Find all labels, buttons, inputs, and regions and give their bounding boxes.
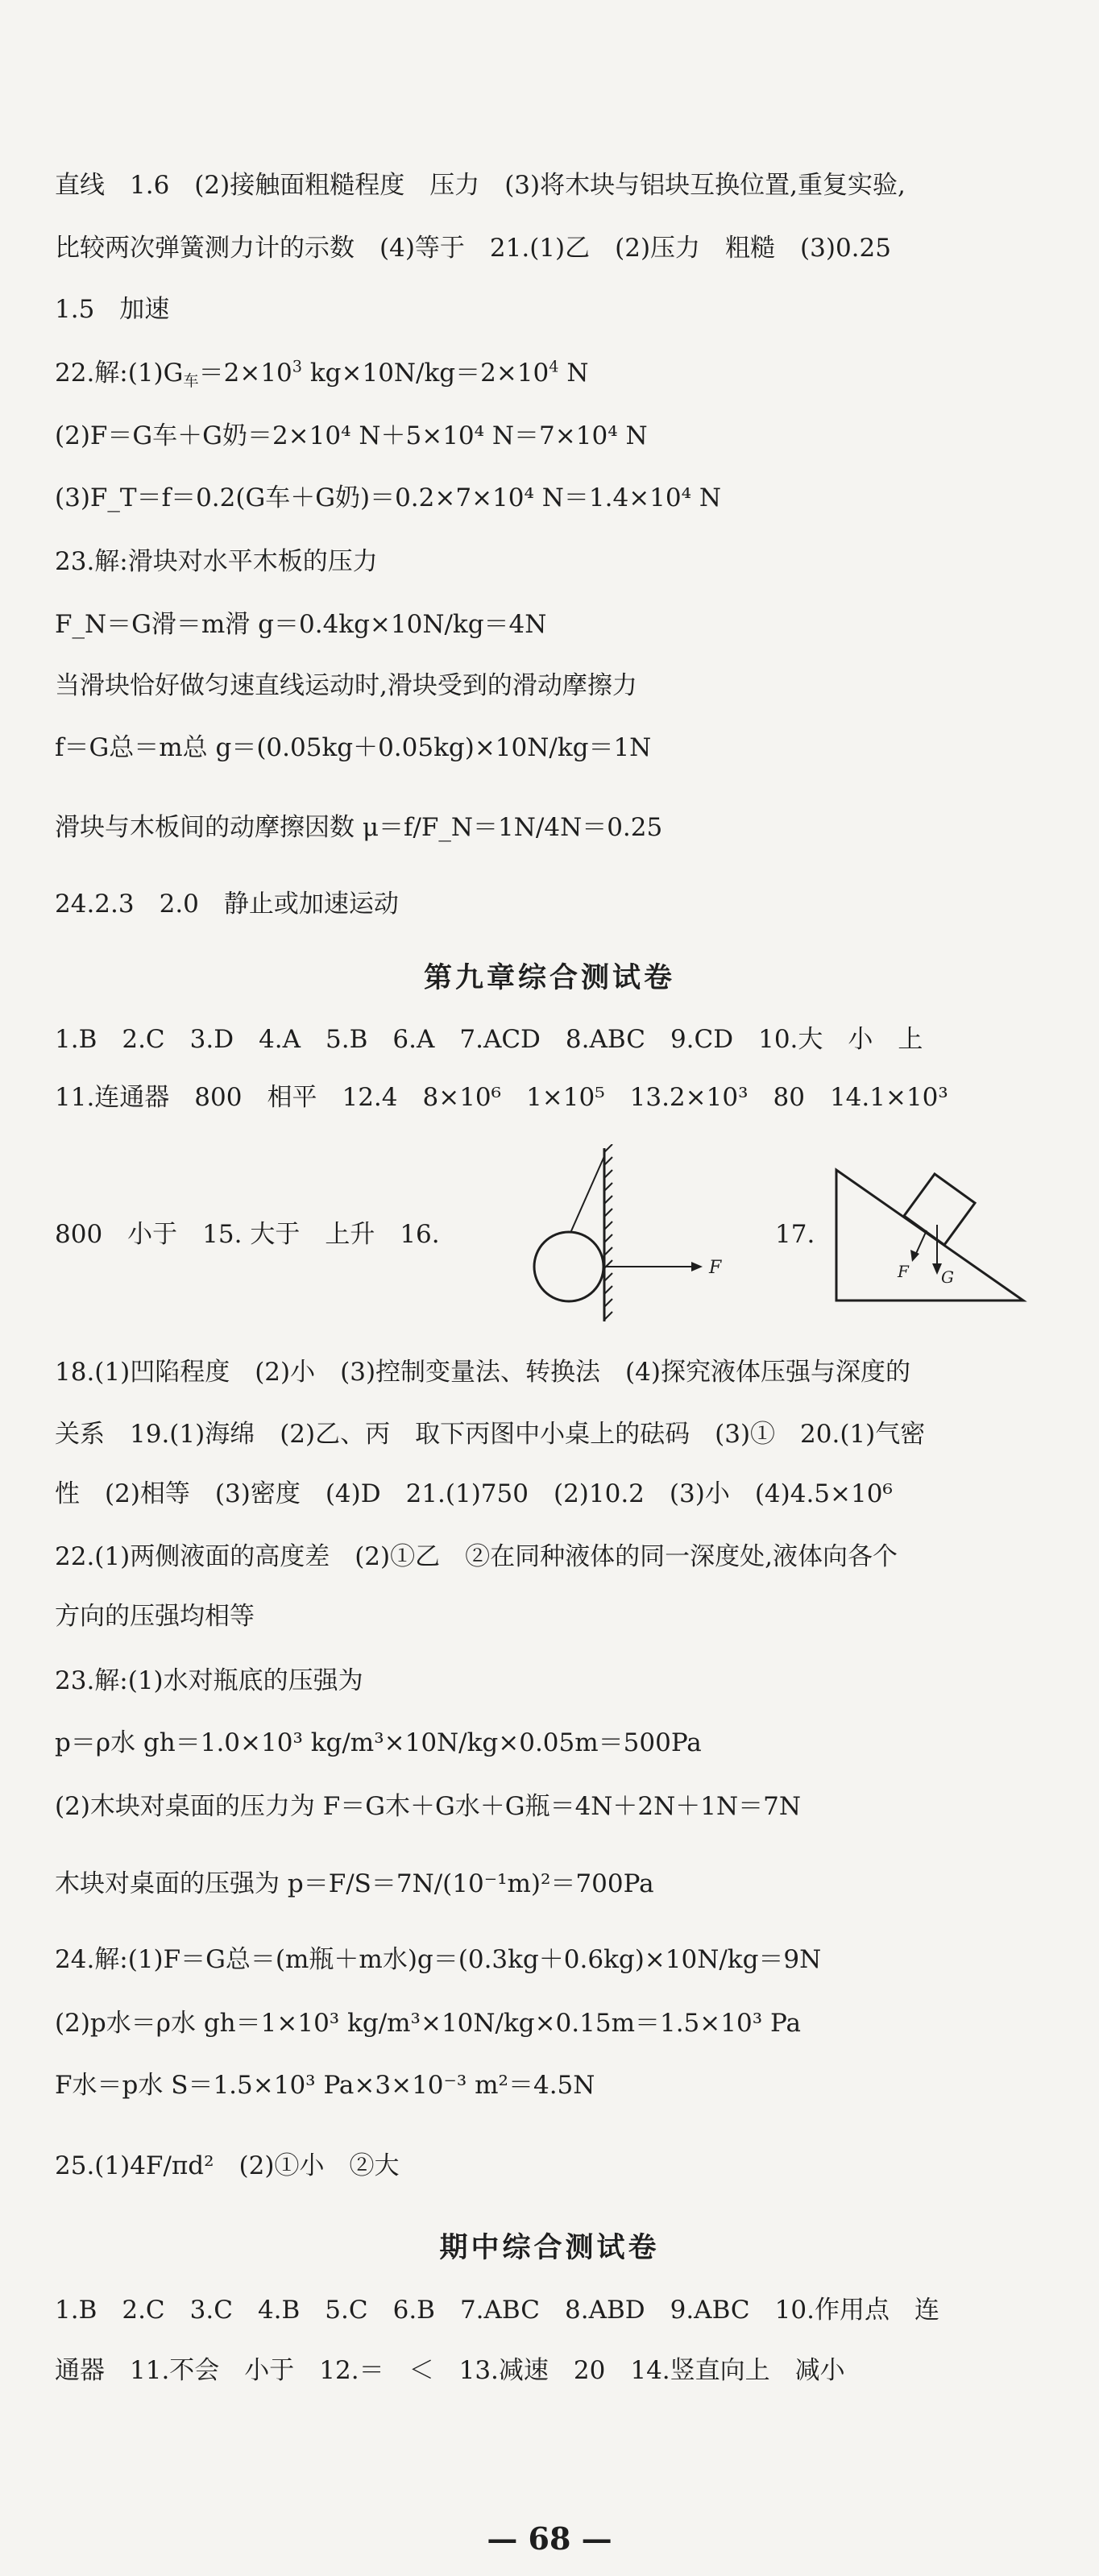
text-line: 木块对桌面的压强为 p＝F/S＝7N/(10⁻¹m)²＝700Pa bbox=[55, 1869, 654, 1898]
figure-16-ball-wall bbox=[516, 1144, 741, 1329]
page-number: — 68 — bbox=[487, 2520, 612, 2557]
text-line: 25.(1)4F/πd² (2)①小 ②大 bbox=[55, 2151, 400, 2180]
figure-17-incline bbox=[830, 1162, 1031, 1307]
text-line: 通器 11.不会 小于 12.＝ ＜ 13.减速 20 14.竖直向上 减小 bbox=[55, 2356, 845, 2385]
text-line: 23.解:滑块对水平木板的压力 bbox=[55, 547, 378, 576]
text-line: (2)木块对桌面的压力为 F＝G木＋G水＋G瓶＝4N＋2N＋1N＝7N bbox=[55, 1792, 801, 1821]
text-line: 1.5 加速 bbox=[55, 295, 170, 324]
text-line: 滑块与木板间的动摩擦因数 μ＝f/F_N＝1N/4N＝0.25 bbox=[55, 813, 663, 842]
section-heading: 第九章综合测试卷 bbox=[423, 962, 675, 994]
text-line: 1.B 2.C 3.C 4.B 5.C 6.B 7.ABC 8.ABD 9.ABC 10.作用点 连 bbox=[55, 2296, 939, 2325]
text-line: F_N＝G滑＝m滑 g＝0.4kg×10N/kg＝4N bbox=[55, 610, 547, 639]
force-label: F bbox=[709, 1258, 722, 1278]
text-line: 24.2.3 2.0 静止或加速运动 bbox=[55, 890, 399, 919]
text-line: 800 小于 15. 大于 上升 16. bbox=[55, 1220, 440, 1249]
text-line: (2)p水＝ρ水 gh＝1×10³ kg/m³×10N/kg×0.15m＝1.5×10³ Pa bbox=[55, 2009, 801, 2038]
text-line: 24.解:(1)F＝G总＝(m瓶＋m水)g＝(0.3kg＋0.6kg)×10N/kg＝9N bbox=[55, 1945, 822, 1974]
text-line: 23.解:(1)水对瓶底的压强为 bbox=[55, 1666, 363, 1695]
string bbox=[570, 1156, 604, 1233]
page-number-value: 68 bbox=[528, 2520, 571, 2557]
text-line: 22.(1)两侧液面的高度差 (2)①乙 ②在同种液体的同一深度处,液体向各个 bbox=[55, 1542, 898, 1571]
text-line: 性 (2)相等 (3)密度 (4)D 21.(1)750 (2)10.2 (3)小 (4)4.5×10⁶ bbox=[55, 1479, 893, 1508]
text-line: 比较两次弹簧测力计的示数 (4)等于 21.(1)乙 (2)压力 粗糙 (3)0.25 bbox=[55, 234, 891, 263]
force-arrow-head bbox=[691, 1262, 703, 1271]
normal-force-arrow-head bbox=[910, 1250, 919, 1262]
ball bbox=[534, 1232, 603, 1301]
text-line: 17. bbox=[775, 1220, 815, 1249]
text-line: p＝ρ水 gh＝1.0×10³ kg/m³×10N/kg×0.05m＝500Pa bbox=[55, 1728, 702, 1757]
text-line: 18.(1)凹陷程度 (2)小 (3)控制变量法、转换法 (4)探究液体压强与深度的 bbox=[55, 1358, 910, 1387]
text-line: 关系 19.(1)海绵 (2)乙、丙 取下丙图中小桌上的砝码 (3)① 20.(1)气密 bbox=[55, 1420, 926, 1449]
text-line: 22.解$:(1)G_车=2\times 10^3$ $kg\times 10N/kg=2\times 10^4$ N bbox=[55, 357, 589, 390]
text-line: F水＝p水 S＝1.5×10³ Pa×3×10⁻³ m²＝4.5N bbox=[55, 2071, 595, 2100]
text-line: 1.B 2.C 3.D 4.A 5.B 6.A 7.ACD 8.ABC 9.CD 10.大 小 上 bbox=[55, 1025, 923, 1054]
text-line: (3)F_T＝f＝0.2(G车＋G奶)＝0.2×7×10⁴ N＝1.4×10⁴ N bbox=[55, 483, 722, 512]
block bbox=[904, 1174, 975, 1245]
section-heading: 期中综合测试卷 bbox=[439, 2232, 660, 2264]
text-line: (2)F＝G车＋G奶＝2×10⁴ N＋5×10⁴ N＝7×10⁴ N bbox=[55, 421, 648, 450]
gravity-label: G bbox=[941, 1267, 954, 1287]
text-line: 方向的压强均相等 bbox=[55, 1602, 255, 1631]
text-line: f＝G总＝m总 g＝(0.05kg＋0.05kg)×10N/kg＝1N bbox=[55, 733, 652, 762]
text-line: 当滑块恰好做匀速直线运动时,滑块受到的滑动摩擦力 bbox=[55, 671, 637, 700]
text-line: 11.连通器 800 相平 12.4 8×10⁶ 1×10⁵ 13.2×10³ 80 14.1×10³ bbox=[55, 1083, 948, 1112]
normal-force-label: F bbox=[898, 1262, 909, 1281]
text-line: 直线 1.6 (2)接触面粗糙程度 压力 (3)将木块与铝块互换位置,重复实验, bbox=[55, 171, 906, 200]
